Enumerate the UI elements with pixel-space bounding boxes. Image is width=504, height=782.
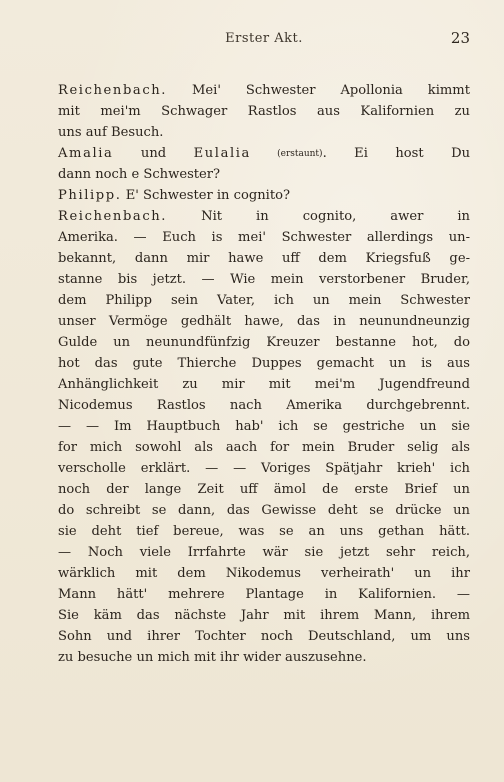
line-text: Gulde un neunundfünfzig Kreuzer bestanne hot, do [58,335,470,350]
text-line [58,353,470,374]
line-text: do schreibt se dann, das Gewisse deht se drücke un [58,503,470,518]
line-text: dem Philipp sein Vater, ich un mein Schwester [58,293,470,308]
text-line [58,584,470,605]
text-line [58,374,470,395]
text-line [58,437,470,458]
text-line [58,311,470,332]
line-text: Amerika. — Euch is mei' Schwester allerdings un- [58,230,470,245]
line-text: wärklich mit dem Nikodemus verheirath' un ihr [58,566,470,581]
text-line [58,458,470,479]
line-text: . Ei host Du [322,146,470,161]
text-line [58,143,470,164]
line-text: stanne bis jetzt. — Wie mein verstorbener Bruder, [58,272,470,287]
line-text: Nicodemus Rastlos nach Amerika durchgebrennt. [58,398,470,413]
text-line [58,395,470,416]
text-line [58,479,470,500]
line-text: Sohn und ihrer Tochter noch Deutschland, um uns [58,629,470,644]
text-body [58,80,470,668]
line-text: hot das gute Thierche Duppes gemacht un is aus [58,356,470,371]
line-text: noch der lange Zeit uff ämol de erste Brief un [58,482,470,497]
speaker-name: Reichenbach. [58,209,168,224]
line-text: und [113,146,194,161]
stage-direction: (erstaunt) [250,149,323,159]
text-line [58,80,470,101]
text-line [58,605,470,626]
line-text: — — Im Hauptbuch hab' ich se gestriche un sie [58,419,470,434]
page-header [58,26,470,56]
running-head: Erster Akt. [225,31,303,46]
text-line [58,521,470,542]
line-text: Anhänglichkeit zu mir mit mei'm Jugendfreund [58,377,470,392]
line-text: bekannt, dann mir hawe uff dem Kriegsfuß ge- [58,251,470,266]
text-line [58,185,470,206]
text-line [58,500,470,521]
line-text: uns auf Besuch. [58,125,164,140]
line-text: dann noch e Schwester? [58,167,221,182]
speaker-name: Philipp. [58,188,122,203]
text-line [58,626,470,647]
text-line [58,542,470,563]
page-number: 23 [450,29,470,47]
line-text: Mann hätt' mehrere Plantage in Kalifornien. — [58,587,470,602]
line-text: zu besuche un mich mit ihr wider auszusehne. [58,650,367,665]
line-text: verscholle erklärt. — — Voriges Spätjahr krieh' ich [58,461,470,476]
text-line [58,647,470,668]
line-text: Mei' Schwester Apollonia kimmt [167,83,470,98]
speaker-name: Reichenbach. [58,83,168,98]
text-line [58,248,470,269]
text-line [58,122,470,143]
line-text: Sie käm das nächste Jahr mit ihrem Mann, ihrem [58,608,470,623]
line-text: E' Schwester in cognito? [121,188,291,203]
line-text: for mich sowohl als aach for mein Bruder selig als [58,440,470,455]
text-line [58,332,470,353]
text-line [58,164,470,185]
line-text: sie deht tief bereue, was se an uns gethan hätt. [58,524,470,539]
speaker-name: Eulalia [193,146,251,161]
line-text: Nit in cognito, awer in [167,209,470,224]
text-line [58,416,470,437]
speaker-name: Amalia [58,146,114,161]
text-line [58,563,470,584]
text-line [58,290,470,311]
line-text: — Noch viele Irrfahrte wär sie jetzt sehr reich, [58,545,470,560]
text-line [58,227,470,248]
text-line [58,101,470,122]
line-text: unser Vermöge gedhält hawe, das in neunundneunzig [58,314,470,329]
text-line [58,206,470,227]
text-line [58,269,470,290]
line-text: mit mei'm Schwager Rastlos aus Kalifornien zu [58,104,470,119]
